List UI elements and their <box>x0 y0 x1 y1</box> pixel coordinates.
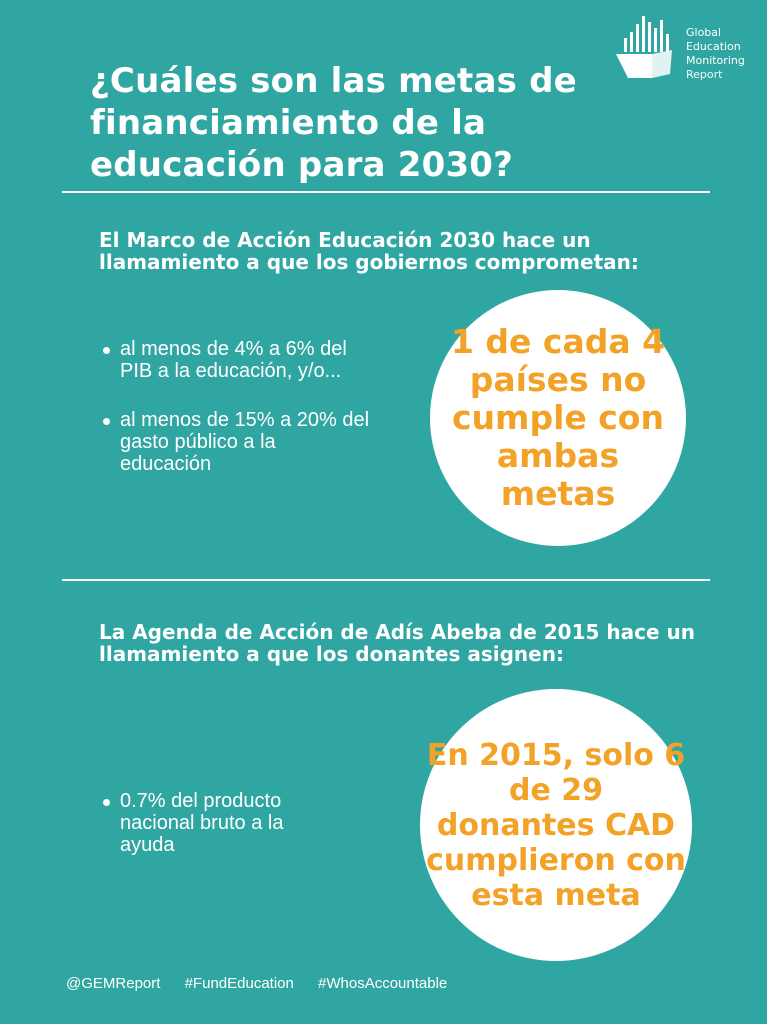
bullet-text: al menos de 15% a 20% del gasto público a la educación <box>120 409 370 475</box>
logo-line-education: Education <box>686 40 741 53</box>
bullet-text: 0.7% del producto nacional bruto a la ayuda <box>120 790 284 856</box>
section2-callout-text: En 2015, solo 6 de 29 donantes CAD cumplieron con esta meta <box>426 737 686 913</box>
logo-line-global: Global <box>686 26 722 39</box>
logo-line-monitoring: Monitoring <box>686 54 745 67</box>
gem-report-logo-icon <box>614 14 684 84</box>
footer-hashtag-fund-education: #FundEducation <box>184 975 294 992</box>
bullet-dot-icon <box>103 347 110 354</box>
footer-handle: @GEMReport <box>66 975 161 992</box>
list-item <box>100 338 370 382</box>
section1-callout-text: 1 de cada 4 países no cumple con ambas metas <box>450 322 666 513</box>
section1-heading: El Marco de Acción Educación 2030 hace un llamamiento a que los gobiernos comprometan: <box>99 228 639 274</box>
divider-middle <box>62 579 710 581</box>
logo-line-report: Report <box>686 68 723 81</box>
list-item <box>100 790 340 856</box>
footer-hashtags <box>66 975 467 993</box>
section2-heading: La Agenda de Acción de Adís Abeba de 2015 hace un llamamiento a que los donantes asignen: <box>99 620 695 666</box>
divider-top <box>62 191 710 193</box>
logo-wordmark <box>686 26 745 82</box>
page-title: ¿Cuáles son las metas de financiamiento de la educación para 2030? <box>90 61 577 185</box>
gem-report-logo <box>614 14 764 94</box>
section2-callout-circle <box>420 689 692 961</box>
section1-bullet-list <box>100 338 370 475</box>
section2-bullet-list <box>100 790 340 856</box>
list-item <box>100 409 370 475</box>
bullet-dot-icon <box>103 799 110 806</box>
section1-callout-circle <box>430 290 686 546</box>
bullet-dot-icon <box>103 418 110 425</box>
bullet-text: al menos de 4% a 6% del PIB a la educación, y/o... <box>120 338 347 382</box>
footer-hashtag-whos-accountable: #WhosAccountable <box>318 975 448 992</box>
